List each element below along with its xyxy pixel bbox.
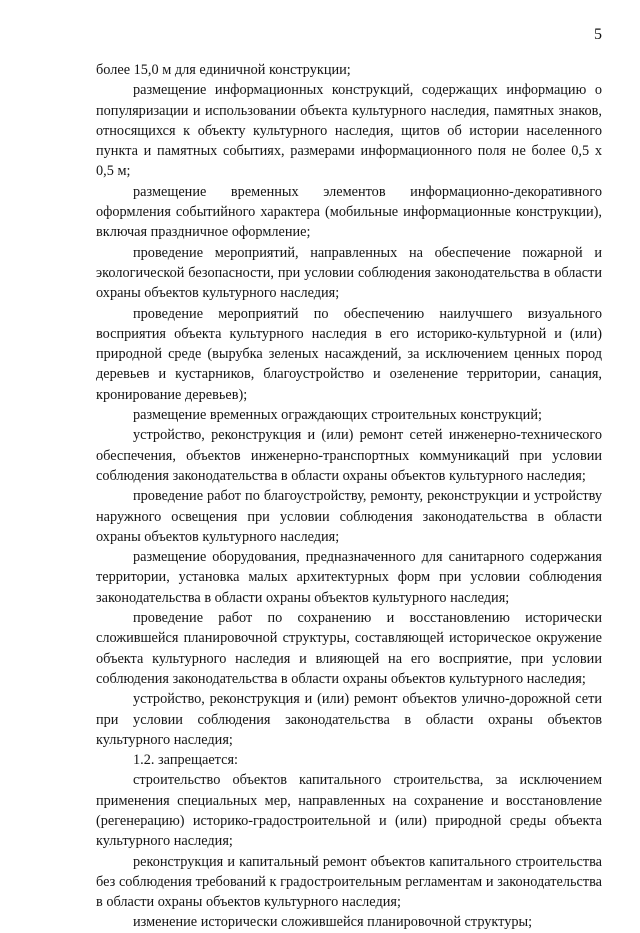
paragraph: устройство, реконструкция и (или) ремонт сетей инженерно-технического обеспечения, объектов инженерно-транспортных коммуникаций при условии соблюдения законодательства в области охраны объектов культурного наследия; [96, 427, 602, 484]
paragraph: проведение работ по сохранению и восстановлению исторически сложившейся планировочной структуры, составляющей историческое окружение объекта культурного наследия и влияющей на его восприятие, при условии соблюдения законодательства в области охраны объектов культурного наследия; [96, 610, 602, 687]
paragraph: проведение работ по благоустройству, ремонту, реконструкции и устройству наружного освещения при условии соблюдения законодательства в области охраны объектов культурного наследия; [96, 488, 602, 545]
paragraph: проведение мероприятий по обеспечению наилучшего визуального восприятия объекта культурного наследия в его историко-культурной и (или) природной среде (вырубка зеленых насаждений, за исключением ценных пород деревьев и кустарников, благоустройство и озеленение территории, санация, кронирование деревьев); [96, 305, 602, 403]
paragraph: строительство объектов капитального строительства, за исключением применения специальных мер, направленных на сохранение и восстановление (регенерацию) историко-градостроительной и (или) природной среды объекта культурного наследия; [96, 772, 602, 850]
paragraph: размещение временных ограждающих строительных конструкций; [133, 407, 542, 424]
paragraph: реконструкция и капитальный ремонт объектов капитального строительства без соблюдения требований к градостроительным регламентам и законодательства в области охраны объектов культурного наследия; [96, 853, 602, 911]
paragraph: более 15,0 м для единичной конструкции; [96, 62, 351, 78]
paragraph: размещение оборудования, предназначенного для санитарного содержания территории, установка малых архитектурных форм при условии соблюдения законодательства в области охраны объектов культурного наследия; [96, 549, 602, 606]
paragraph: размещение временных элементов информационно-декоративного оформления событийного характера (мобильные информационные конструкции), включая праздничное оформление; [96, 183, 602, 241]
paragraph: размещение информационных конструкций, содержащих информацию о популяризации и использовании объекта культурного наследия, памятных знаков, относящихся к объекту культурного наследия, щитов об истории населенного пункта и памятных событиях, размерами информационного поля не более 0,5 х 0,5 м; [96, 82, 602, 180]
page-number: 5 [594, 26, 602, 43]
document-body [96, 60, 602, 933]
section-heading: 1.2. запрещается: [133, 752, 238, 769]
paragraph: изменение исторически сложившейся планировочной структуры; [133, 914, 533, 931]
paragraph: устройство, реконструкция и (или) ремонт объектов улично-дорожной сети при условии соблюдения законодательства в области охраны объектов культурного наследия; [96, 691, 602, 748]
paragraph: проведение мероприятий, направленных на обеспечение пожарной и экологической безопасности, при условии соблюдения законодательства в области охраны объектов культурного наследия; [96, 244, 602, 302]
